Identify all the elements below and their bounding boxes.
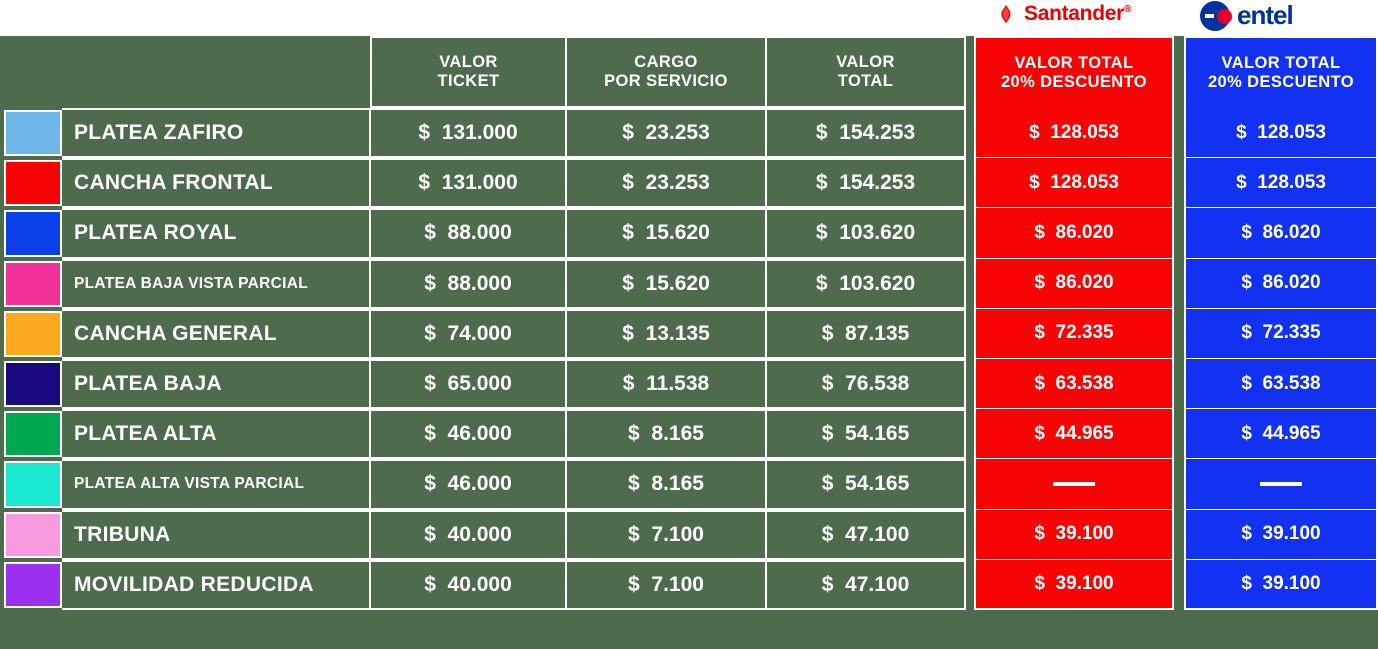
zone-color-swatch (4, 311, 62, 357)
valor-total-cell-value: $ 103.620 (815, 271, 916, 295)
zone-name-label: TRIBUNA (74, 522, 171, 546)
zone-color-swatch-cell (0, 208, 62, 258)
cargo-servicio-cell (566, 108, 766, 158)
valor-ticket-cell (370, 409, 566, 459)
zone-name-label: PLATEA BAJA (74, 372, 222, 396)
valor-total-cell-value: $ 54.165 (821, 422, 910, 446)
zone-color-swatch (4, 261, 62, 307)
santander-price-value: $ 86.020 (1034, 221, 1114, 243)
row-gap-2 (1174, 108, 1184, 158)
zone-color-swatch (4, 461, 62, 507)
santander-price-value: $ 39.100 (1034, 523, 1114, 545)
header-gap-2 (1174, 36, 1184, 108)
entel-price-value: $ 86.020 (1241, 272, 1321, 294)
zone-color-swatch (4, 361, 62, 407)
header-cargo-servicio (566, 36, 766, 108)
cargo-servicio-cell (566, 560, 766, 610)
header-santander-discount (974, 36, 1174, 108)
entel-price-value: $ 128.053 (1236, 171, 1326, 193)
table-row (0, 560, 1378, 610)
entel-price-value: $ 72.335 (1241, 322, 1321, 344)
row-gap-1 (966, 108, 974, 158)
header-cargo-line1: CARGO (634, 53, 698, 72)
zone-name-label: PLATEA ZAFIRO (74, 121, 244, 145)
cargo-servicio-cell-value: $ 15.620 (622, 221, 710, 245)
pricing-table (0, 36, 1378, 610)
header-valor-ticket-line1: VALOR (439, 53, 498, 72)
header-santander-line2: 20% DESCUENTO (1000, 73, 1148, 91)
valor-total-cell (766, 409, 966, 459)
zone-name-cell (62, 158, 370, 208)
zone-name-label: CANCHA FRONTAL (74, 171, 274, 195)
row-gap-1 (966, 208, 974, 258)
table-row (0, 510, 1378, 560)
zone-name-label: PLATEA ALTA (74, 422, 217, 446)
zone-name-cell (62, 259, 370, 309)
entel-price-value: $ 86.020 (1241, 221, 1321, 243)
santander-price-cell (974, 108, 1174, 158)
santander-flame-icon (995, 3, 1017, 25)
valor-total-cell-value: $ 47.100 (821, 572, 910, 596)
row-gap-2 (1174, 208, 1184, 258)
cargo-servicio-cell-value: $ 13.135 (622, 321, 710, 345)
entel-price-cell (1184, 158, 1378, 208)
cargo-servicio-cell-value: $ 23.253 (622, 121, 710, 145)
entel-price-cell (1184, 208, 1378, 258)
zone-name-label: PLATEA BAJA VISTA PARCIAL (74, 274, 308, 292)
header-cargo-line2: POR SERVICIO (604, 72, 728, 90)
row-gap-2 (1174, 510, 1184, 560)
table-row (0, 309, 1378, 359)
valor-total-cell (766, 108, 966, 158)
santander-price-value: $ 63.538 (1034, 372, 1114, 394)
zone-name-cell (62, 409, 370, 459)
table-row (0, 158, 1378, 208)
cargo-servicio-cell (566, 409, 766, 459)
entel-logo (1200, 0, 1293, 31)
zone-name-cell (62, 560, 370, 610)
zone-color-swatch (4, 210, 62, 256)
entel-price-cell (1184, 309, 1378, 359)
cargo-servicio-cell (566, 359, 766, 409)
table-row (0, 259, 1378, 309)
zone-color-swatch (4, 411, 62, 457)
valor-total-cell-value: $ 54.165 (821, 472, 910, 496)
valor-total-cell-value: $ 87.135 (821, 321, 910, 345)
zone-color-swatch-cell (0, 409, 62, 459)
header-swatch-spacer (0, 36, 62, 108)
sponsor-logo-strip (0, 0, 1378, 36)
entel-price-cell (1184, 510, 1378, 560)
valor-ticket-cell-value: $ 40.000 (424, 522, 512, 546)
zone-name-cell (62, 510, 370, 560)
row-gap-2 (1174, 259, 1184, 309)
cargo-servicio-cell (566, 158, 766, 208)
entel-price-value: $ 44.965 (1241, 422, 1321, 444)
santander-price-cell (974, 158, 1174, 208)
zone-name-cell (62, 208, 370, 258)
row-gap-2 (1174, 359, 1184, 409)
no-discount-dash (1053, 482, 1095, 486)
santander-price-value: $ 86.020 (1034, 272, 1114, 294)
row-gap-1 (966, 309, 974, 359)
table-header-row (0, 36, 1378, 108)
table-row (0, 108, 1378, 158)
zone-color-swatch (4, 110, 62, 156)
cargo-servicio-cell-value: $ 15.620 (622, 271, 710, 295)
zone-color-swatch-cell (0, 108, 62, 158)
valor-ticket-cell (370, 510, 566, 560)
zone-color-swatch (4, 512, 62, 558)
zone-color-swatch-cell (0, 158, 62, 208)
row-gap-1 (966, 560, 974, 610)
zone-color-swatch (4, 160, 62, 206)
row-gap-1 (966, 459, 974, 509)
santander-price-cell (974, 208, 1174, 258)
entel-price-cell (1184, 359, 1378, 409)
valor-ticket-cell (370, 359, 566, 409)
row-gap-1 (966, 359, 974, 409)
table-row (0, 208, 1378, 258)
row-gap-1 (966, 510, 974, 560)
santander-price-value: $ 39.100 (1034, 572, 1114, 594)
row-gap-1 (966, 158, 974, 208)
cargo-servicio-cell (566, 309, 766, 359)
valor-ticket-cell (370, 259, 566, 309)
valor-ticket-cell-value: $ 46.000 (424, 422, 512, 446)
santander-price-value: $ 72.335 (1034, 322, 1114, 344)
valor-total-cell (766, 208, 966, 258)
valor-ticket-cell (370, 560, 566, 610)
valor-total-cell-value: $ 47.100 (821, 522, 910, 546)
table-body (0, 108, 1378, 610)
valor-total-cell-value: $ 154.253 (815, 171, 916, 195)
no-discount-dash (1260, 482, 1302, 486)
cargo-servicio-cell-value: $ 8.165 (628, 472, 704, 496)
header-entel-line2: 20% DESCUENTO (1207, 73, 1355, 91)
santander-price-value: $ 128.053 (1029, 171, 1119, 193)
entel-price-cell (1184, 459, 1378, 509)
cargo-servicio-cell (566, 208, 766, 258)
row-gap-2 (1174, 309, 1184, 359)
zone-name-cell (62, 309, 370, 359)
cargo-servicio-cell-value: $ 7.100 (628, 572, 704, 596)
cargo-servicio-cell-value: $ 23.253 (622, 171, 710, 195)
zone-name-cell (62, 459, 370, 509)
santander-wordmark: Santander® (1024, 2, 1132, 25)
table-row (0, 409, 1378, 459)
zone-name-cell (62, 108, 370, 158)
zone-name-label: PLATEA ALTA VISTA PARCIAL (74, 475, 305, 493)
header-entel-discount (1184, 36, 1378, 108)
valor-ticket-cell (370, 158, 566, 208)
zone-name-label: MOVILIDAD REDUCIDA (74, 572, 314, 596)
valor-ticket-cell-value: $ 88.000 (424, 271, 512, 295)
cargo-servicio-cell-value: $ 7.100 (628, 522, 704, 546)
header-zone-spacer (62, 36, 370, 108)
row-gap-2 (1174, 459, 1184, 509)
valor-total-cell (766, 158, 966, 208)
entel-price-value: $ 128.053 (1236, 121, 1326, 143)
santander-price-value: $ 44.965 (1034, 422, 1114, 444)
entel-price-value: $ 63.538 (1241, 372, 1321, 394)
santander-price-value: $ 128.053 (1029, 121, 1119, 143)
santander-price-cell (974, 560, 1174, 610)
header-total-line2: TOTAL (837, 72, 894, 90)
zone-color-swatch-cell (0, 510, 62, 560)
valor-ticket-cell (370, 208, 566, 258)
santander-price-cell (974, 510, 1174, 560)
zone-color-swatch-cell (0, 459, 62, 509)
valor-ticket-cell (370, 309, 566, 359)
header-gap-1 (966, 36, 974, 108)
valor-ticket-cell-value: $ 131.000 (418, 171, 518, 195)
valor-total-cell (766, 359, 966, 409)
row-gap-2 (1174, 158, 1184, 208)
header-valor-ticket (370, 36, 566, 108)
header-entel-line1: VALOR TOTAL (1221, 54, 1341, 73)
zone-name-cell (62, 359, 370, 409)
santander-price-cell (974, 259, 1174, 309)
valor-ticket-cell-value: $ 65.000 (424, 372, 512, 396)
cargo-servicio-cell-value: $ 8.165 (628, 422, 704, 446)
valor-ticket-cell (370, 459, 566, 509)
valor-total-cell-value: $ 103.620 (815, 221, 916, 245)
zone-color-swatch (4, 562, 62, 608)
valor-total-cell (766, 510, 966, 560)
entel-price-cell (1184, 560, 1378, 610)
entel-price-value: $ 39.100 (1241, 572, 1321, 594)
zone-color-swatch-cell (0, 259, 62, 309)
valor-ticket-cell-value: $ 131.000 (418, 121, 518, 145)
zone-name-label: CANCHA GENERAL (74, 321, 277, 345)
valor-total-cell (766, 259, 966, 309)
zone-color-swatch-cell (0, 359, 62, 409)
row-gap-2 (1174, 560, 1184, 610)
cargo-servicio-cell (566, 510, 766, 560)
row-gap-1 (966, 409, 974, 459)
santander-price-cell (974, 459, 1174, 509)
valor-ticket-cell-value: $ 40.000 (424, 572, 512, 596)
cargo-servicio-cell (566, 259, 766, 309)
entel-price-cell (1184, 409, 1378, 459)
row-gap-2 (1174, 409, 1184, 459)
santander-price-cell (974, 309, 1174, 359)
zone-name-label: PLATEA ROYAL (74, 221, 237, 245)
santander-logo (995, 2, 1131, 26)
valor-total-cell (766, 309, 966, 359)
header-valor-total (766, 36, 966, 108)
zone-color-swatch-cell (0, 560, 62, 610)
header-valor-ticket-line2: TICKET (437, 72, 500, 90)
table-row (0, 359, 1378, 409)
valor-total-cell (766, 560, 966, 610)
header-total-line1: VALOR (836, 53, 895, 72)
cargo-servicio-cell (566, 459, 766, 509)
entel-wordmark: entel (1237, 0, 1293, 30)
cargo-servicio-cell-value: $ 11.538 (622, 372, 710, 396)
table-row (0, 459, 1378, 509)
valor-ticket-cell-value: $ 74.000 (424, 321, 512, 345)
valor-ticket-cell-value: $ 46.000 (424, 472, 512, 496)
entel-price-cell (1184, 259, 1378, 309)
valor-total-cell-value: $ 76.538 (821, 372, 910, 396)
entel-price-value: $ 39.100 (1241, 523, 1321, 545)
santander-price-cell (974, 359, 1174, 409)
entel-mark-icon (1200, 1, 1230, 31)
zone-color-swatch-cell (0, 309, 62, 359)
valor-ticket-cell (370, 108, 566, 158)
entel-price-cell (1184, 108, 1378, 158)
valor-total-cell (766, 459, 966, 509)
header-santander-line1: VALOR TOTAL (1014, 54, 1134, 73)
valor-total-cell-value: $ 154.253 (815, 121, 916, 145)
valor-ticket-cell-value: $ 88.000 (424, 221, 512, 245)
row-gap-1 (966, 259, 974, 309)
santander-price-cell (974, 409, 1174, 459)
